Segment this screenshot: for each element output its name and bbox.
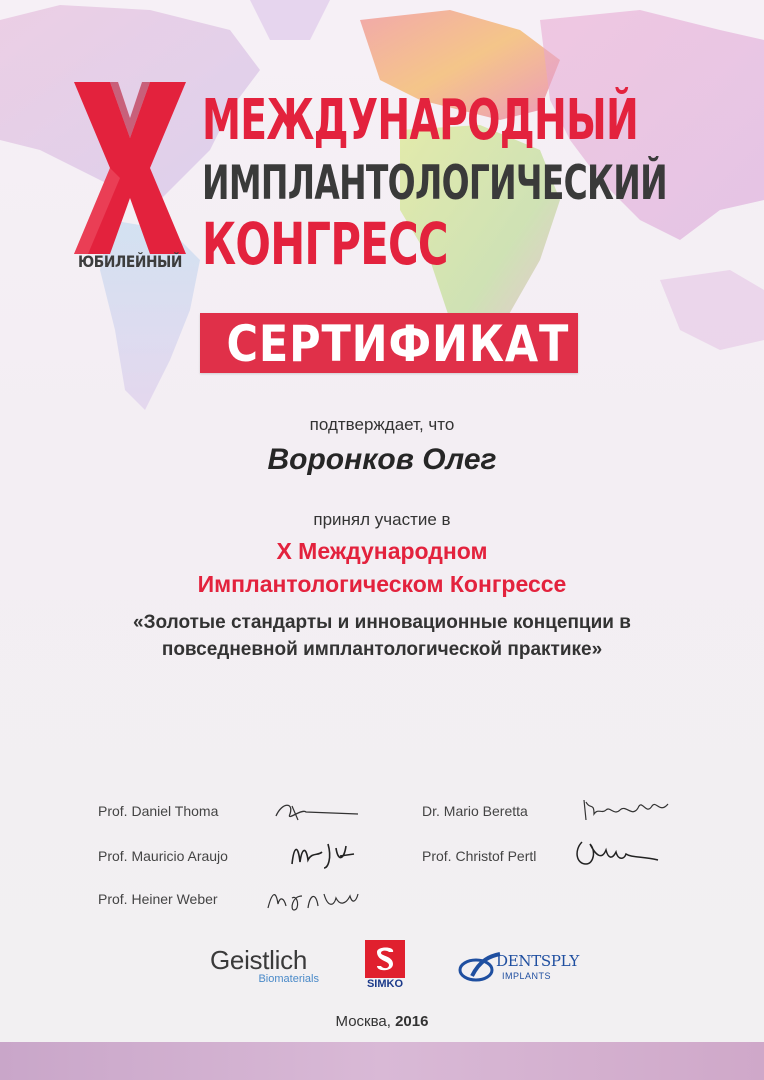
signatory-name: Dr. Mario Beretta — [422, 803, 528, 819]
signature-pertl — [572, 836, 664, 870]
jubilee-label: ЮБИЛЕЙНЫЙ — [78, 252, 182, 271]
signature-weber — [264, 884, 362, 916]
congress-name-line-2: Имплантологическом Конгрессе — [197, 571, 567, 597]
title-line-congress: КОНГРЕСС — [202, 210, 448, 278]
congress-name-line-1: X Международном — [276, 538, 488, 564]
signatory-name: Prof. Christof Pertl — [422, 848, 537, 864]
geistlich-subtitle: Biomaterials — [258, 973, 319, 985]
recipient-name: Воронков Олег — [267, 443, 497, 476]
signatory-name: Prof. Mauricio Araujo — [98, 848, 228, 864]
bottom-decorative-band — [0, 1042, 764, 1080]
title-line-international: МЕЖДУНАРОДНЫЙ — [202, 88, 639, 153]
simko-wordmark: SIMKO — [366, 978, 404, 990]
dentsply-wordmark: DENTSPLY — [496, 952, 579, 970]
participated-text: принял участие в — [313, 510, 451, 529]
footer-city: Москва, — [335, 1013, 391, 1030]
congress-theme-line-2: повседневной имплантологической практике» — [161, 639, 603, 660]
simko-logo — [365, 940, 405, 992]
geistlich-logo — [210, 945, 325, 985]
footer-place-date — [0, 1013, 764, 1030]
signature-thoma — [272, 798, 364, 826]
jubilee-x-emblem-icon — [70, 78, 190, 258]
certificate-banner — [200, 313, 578, 373]
simko-logo-icon — [365, 940, 405, 978]
signature-araujo — [288, 838, 360, 872]
footer-year: 2016 — [395, 1013, 429, 1030]
dentsply-logo — [458, 950, 579, 986]
signatory-name: Prof. Daniel Thoma — [98, 803, 219, 819]
geistlich-wordmark: Geistlich — [210, 945, 307, 975]
congress-theme-line-1: «Золотые стандарты и инновационные концепции в — [133, 612, 631, 633]
confirms-text: подтверждает, что — [309, 415, 455, 434]
certificate-heading: СЕРТИФИКАТ — [226, 315, 570, 373]
signature-beretta — [580, 794, 672, 824]
title-line-implantology: ИМПЛАНТОЛОГИЧЕСКИЙ — [202, 156, 667, 211]
signatory-name: Prof. Heiner Weber — [98, 891, 218, 907]
dentsply-subtitle: IMPLANTS — [502, 971, 552, 981]
